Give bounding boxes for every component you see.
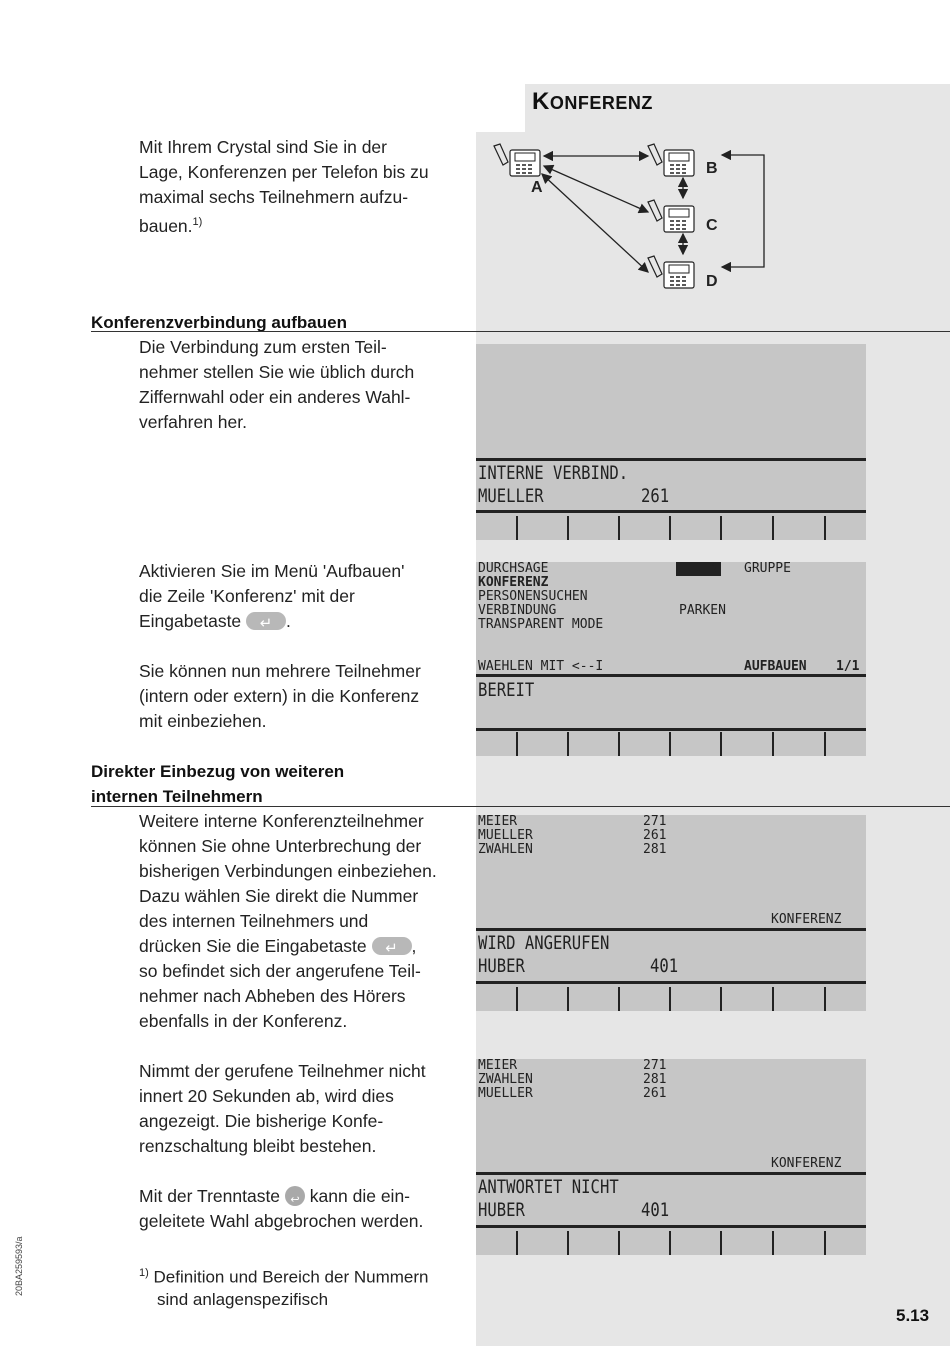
participant-number: 281 (643, 842, 667, 857)
diagram-label-b: B (706, 160, 718, 177)
lcd-menu-name: AUFBAUEN (744, 659, 807, 674)
text-line: bisherigen Verbindungen einbeziehen. (139, 861, 437, 881)
text-span: kann die ein- (309, 1186, 411, 1206)
lcd-divider (476, 1225, 866, 1228)
text-line: nehmer stellen Sie wie üblich durch (139, 362, 415, 382)
text-line: können Sie ohne Unterbrechung der (139, 836, 422, 856)
lcd-line: INTERNE VERBIND. (478, 462, 629, 484)
participant-name: MEIER (478, 814, 518, 829)
lcd-page-indicator: 1/1 (836, 659, 860, 674)
document-code: 20BA259593/a (14, 1236, 24, 1296)
text-line: renzschaltung bleibt bestehen. (139, 1136, 377, 1156)
menu-item-gruppe[interactable]: GRUPPE (744, 561, 791, 576)
text-line: Mit Ihrem Crystal sind Sie in der (139, 137, 387, 157)
text-line: geleitete Wahl abgebrochen werden. (139, 1211, 424, 1231)
menu-item-verbindung[interactable]: VERBINDUNG (478, 603, 557, 618)
phone-icon-c (648, 200, 694, 232)
text-line: ebenfalls in der Konferenz. (139, 1011, 348, 1031)
text-line: nehmer nach Abheben des Hörers (139, 986, 406, 1006)
page-number: 5.13 (896, 1306, 930, 1325)
section2-paragraph2 (139, 1059, 469, 1159)
lcd-divider (476, 928, 866, 931)
text-line: mit einbeziehen. (139, 711, 267, 731)
menu-item-parken[interactable]: PARKEN (679, 603, 726, 618)
text-line: angezeigt. Die bisherige Konfe- (139, 1111, 384, 1131)
section-rule (91, 331, 950, 332)
participant-number: 271 (643, 814, 667, 829)
text-line (139, 1184, 469, 1209)
footnote-line (139, 1262, 469, 1289)
text-span: Mit der Trenntaste (139, 1186, 281, 1206)
diagram-label-d: D (706, 273, 718, 290)
text-line: verfahren her. (139, 412, 247, 432)
softkey-row (476, 516, 866, 540)
participant-name: MEIER (478, 1058, 518, 1073)
section-heading-aufbauen: Konferenzverbindung aufbauen (91, 313, 347, 332)
participant-number: 271 (643, 1058, 667, 1073)
softkey-row (476, 1231, 866, 1255)
section-heading-direkter-einbezug (91, 759, 344, 809)
intro-paragraph (139, 135, 469, 239)
text-span: Definition und Bereich der Nummern (153, 1267, 429, 1287)
enter-key-icon (372, 937, 412, 955)
lcd-line: BEREIT (478, 679, 535, 701)
diagram-label-c: C (706, 217, 718, 234)
enter-key-icon (246, 612, 286, 630)
text-line (139, 609, 469, 634)
heading-line: Direkter Einbezug von weiteren (91, 762, 345, 781)
lcd-display-3 (476, 815, 866, 1011)
heading-line: internen Teilnehmern (91, 787, 263, 806)
lcd-divider (476, 510, 866, 513)
lcd-line: 401 (650, 955, 679, 977)
footnote (139, 1262, 469, 1311)
participant-number: 261 (643, 1086, 667, 1101)
title-rest: ONFERENZ (549, 93, 653, 113)
menu-item-personensuchen[interactable]: PERSONENSUCHEN (478, 589, 588, 604)
text-line: des internen Teilnehmers und (139, 911, 369, 931)
lcd-line: MUELLER (478, 485, 544, 507)
text-line: Lage, Konferenzen per Telefon bis zu (139, 162, 429, 182)
lcd-line: HUBER (478, 1199, 525, 1221)
participant-name: ZWAHLEN (478, 842, 533, 857)
participant-name: MUELLER (478, 1086, 533, 1101)
section1-paragraph1 (139, 335, 469, 435)
text-line: innert 20 Sekunden ab, wird dies (139, 1086, 394, 1106)
menu-item-transparent-mode[interactable]: TRANSPARENT MODE (478, 617, 604, 632)
text-line: Weitere interne Konferenzteilnehmer (139, 811, 424, 831)
phone-icon-a (494, 144, 540, 176)
section1-paragraph3 (139, 659, 469, 734)
participant-name: ZWAHLEN (478, 1072, 533, 1087)
footnote-line: sind anlagenspezifisch (157, 1289, 329, 1309)
lcd-display-4 (476, 1059, 866, 1255)
footnote-mark: 1) (139, 1267, 149, 1279)
text-line (139, 210, 469, 239)
text-line: Aktivieren Sie im Menü 'Aufbauen' (139, 561, 405, 581)
lcd-line: ANTWORTET NICHT (478, 1176, 619, 1198)
text-line: Ziffernwahl oder ein anderes Wahl- (139, 387, 411, 407)
text-span: drücken Sie die Eingabetaste (139, 936, 367, 956)
text-span: . (286, 611, 291, 631)
section2-paragraph1 (139, 809, 469, 1034)
text-line: Die Verbindung zum ersten Teil- (139, 337, 387, 357)
menu-item-durchsage[interactable]: DURCHSAGE (478, 561, 549, 576)
lcd-divider (476, 1172, 866, 1175)
lcd-divider (476, 728, 866, 731)
title-initial: K (532, 88, 550, 115)
page-title (532, 88, 653, 116)
lcd-line: 401 (641, 1199, 670, 1221)
lcd-line: HUBER (478, 955, 525, 977)
lcd-line: 261 (641, 485, 670, 507)
participant-number: 281 (643, 1072, 667, 1087)
text-span: Eingabetaste (139, 611, 242, 631)
lcd-display-1 (476, 344, 866, 540)
text-line: die Zeile 'Konferenz' mit der (139, 586, 355, 606)
lcd-konferenz-tag: KONFERENZ (771, 1156, 842, 1171)
section-rule (91, 806, 950, 807)
release-glyph: ↩ (290, 1193, 300, 1206)
text-line: (intern oder extern) in die Konferenz (139, 686, 420, 706)
enter-glyph: ↵ (385, 939, 398, 957)
lcd-konferenz-tag: KONFERENZ (771, 912, 842, 927)
menu-item-teiln[interactable]: TEILN (676, 562, 721, 576)
softkey-row (476, 987, 866, 1011)
participant-name: MUELLER (478, 828, 533, 843)
footnote-mark: 1) (192, 216, 203, 228)
lcd-display-2 (476, 562, 866, 756)
lcd-line: WIRD ANGERUFEN (478, 932, 610, 954)
text-line: Dazu wählen Sie direkt die Nummer (139, 886, 419, 906)
phone-icon-d (648, 256, 694, 288)
menu-item-konferenz[interactable]: KONFERENZ (478, 575, 549, 590)
text-span: , (411, 936, 417, 956)
text-line: so befindet sich der angerufene Teil- (139, 961, 421, 981)
phone-icon-b (648, 144, 694, 176)
text-line: Nimmt der gerufene Teilnehmer nicht (139, 1061, 426, 1081)
section1-paragraph2 (139, 559, 469, 634)
lcd-status-hint: WAEHLEN MIT <--I (478, 659, 604, 674)
conference-diagram (486, 136, 786, 296)
lcd-divider (476, 674, 866, 677)
text-line (139, 934, 469, 959)
text-line: maximal sechs Teilnehmern aufzu- (139, 187, 409, 207)
softkey-row (476, 732, 866, 756)
enter-glyph: ↵ (259, 614, 273, 632)
text-span: bauen. (139, 215, 193, 236)
lcd-divider (476, 981, 866, 984)
text-line: Sie können nun mehrere Teilnehmer (139, 661, 421, 681)
diagram-label-a: A (531, 179, 543, 196)
participant-number: 261 (643, 828, 667, 843)
release-key-icon (285, 1186, 305, 1206)
section2-paragraph3 (139, 1184, 469, 1234)
lcd-divider (476, 458, 866, 461)
